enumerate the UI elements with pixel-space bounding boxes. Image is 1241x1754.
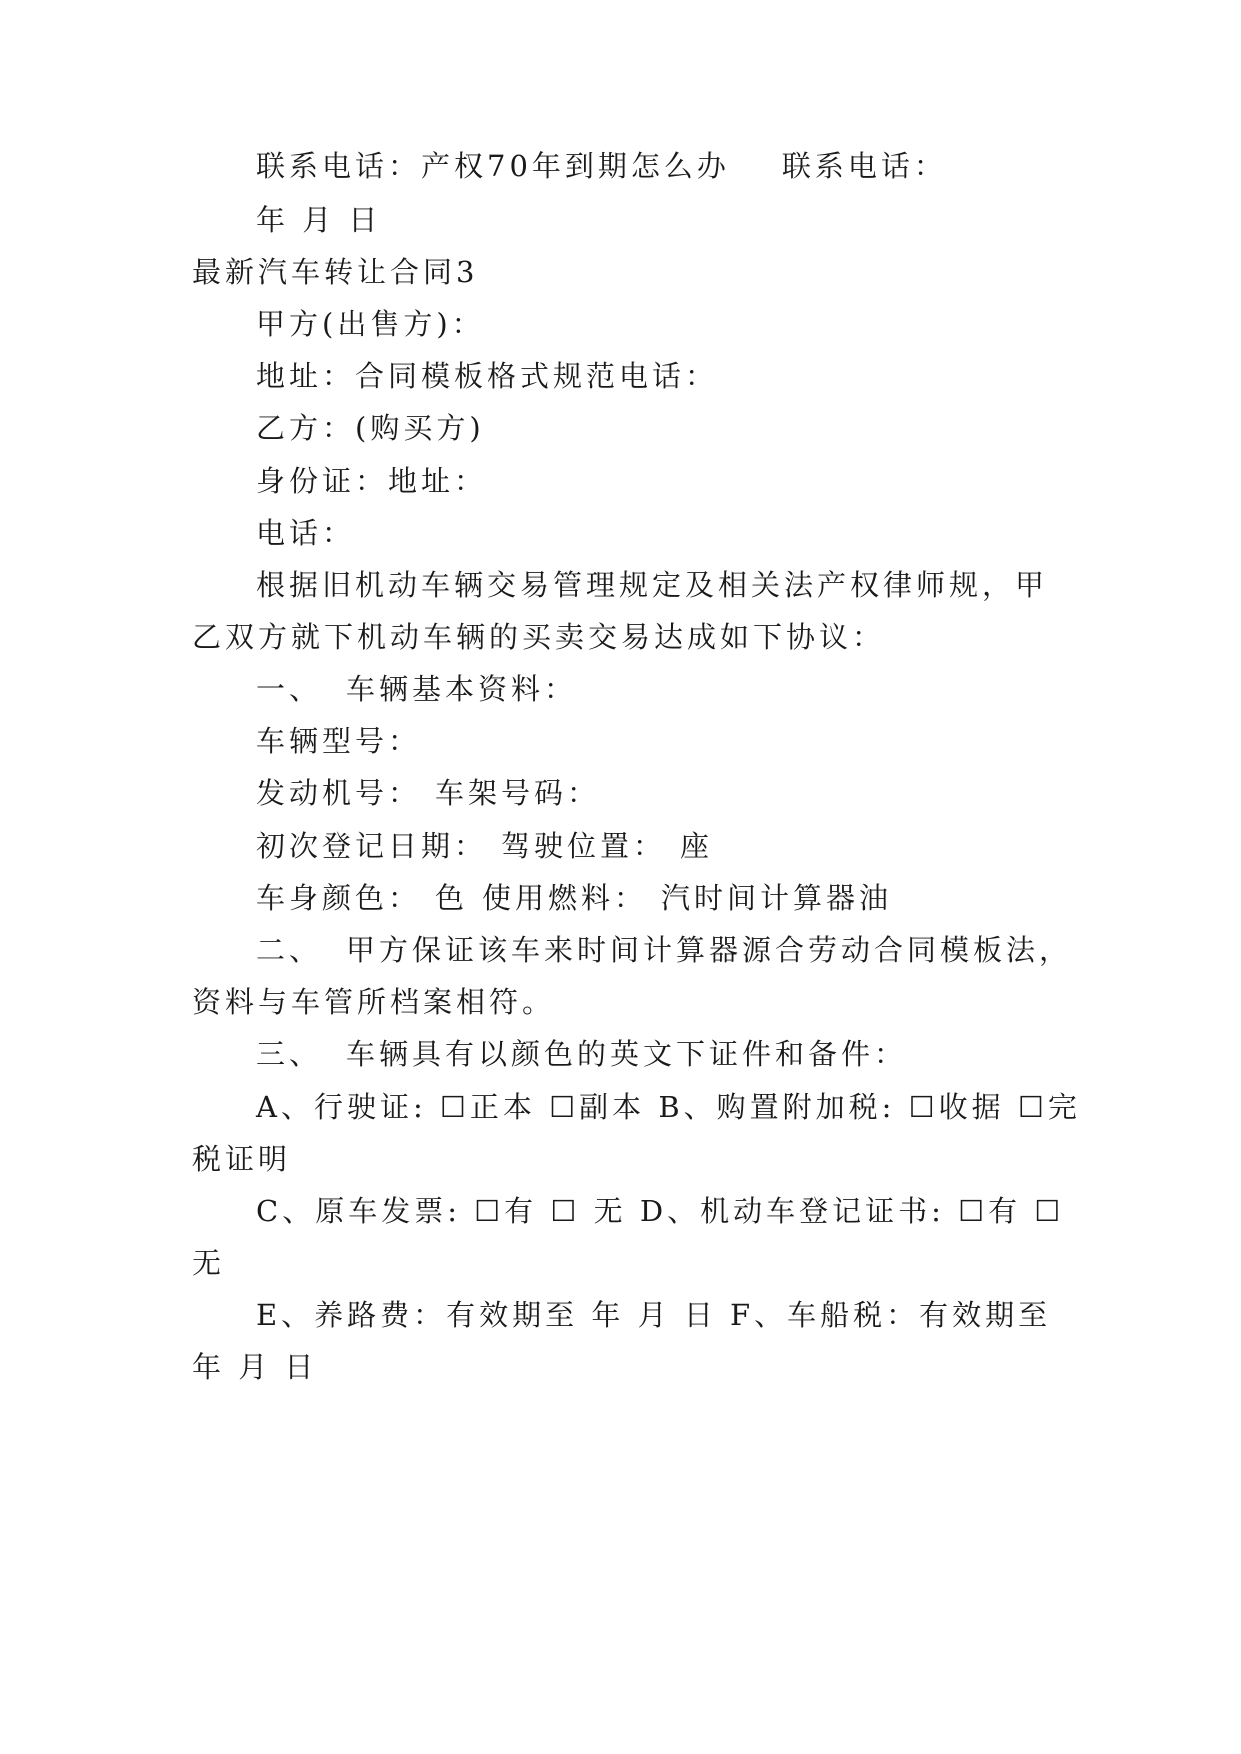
paragraph-line: 无 [192, 1246, 226, 1280]
party-b-line: 乙方：(购买方) [256, 411, 485, 445]
body-color-label: 车身颜色： [256, 881, 422, 915]
phone-line: 电话： [256, 516, 356, 550]
clause-text: 车辆具有以颜色的英文下证件和备件： [346, 1037, 908, 1071]
frame-no-label: 车架号码： [435, 776, 601, 810]
engine-frame-line [256, 773, 1126, 813]
clause-text: 甲方保证该车来时间计算器源合劳动合同模板法， [346, 933, 1073, 967]
paragraph-line: 根据旧机动车辆交易管理规定及相关法产权律师规，甲 [256, 568, 1049, 602]
paragraph-line: 税证明 [192, 1142, 292, 1176]
paragraph-line: 资料与车管所档案相符。 [192, 985, 556, 1019]
color-unit: 色 [435, 881, 469, 915]
clause-two-line [256, 930, 1126, 970]
seat-unit: 座 [680, 829, 714, 863]
seat-position-label: 驾驶位置： [501, 829, 667, 863]
id-address-line: 身份证：地址： [256, 464, 488, 498]
fuel-value: 汽时间计算器油 [661, 881, 893, 915]
register-date-line [256, 826, 1126, 866]
clause-number: 二、 [256, 933, 323, 967]
engine-no-label: 发动机号： [256, 776, 422, 810]
clause-number: 一、 [256, 672, 323, 706]
clause-text: 车辆基本资料： [346, 672, 578, 706]
documents-line-a: A、行驶证: ☐正本 ☐副本 B、购置附加税: ☐收据 ☐完 [256, 1090, 1081, 1124]
fuel-label: 使用燃料： [482, 881, 648, 915]
paragraph-line: 乙双方就下机动车辆的买卖交易达成如下协议： [192, 620, 886, 654]
date-line: 年 月 日 [256, 203, 382, 237]
documents-line-c: C、原车发票: ☐有 ☐ 无 D、机动车登记证书: ☐有 ☐ [256, 1194, 1065, 1228]
clause-one-heading [256, 669, 1126, 709]
fees-line: E、养路费：有效期至 年 月 日 F、车船税：有效期至 [256, 1298, 1052, 1332]
clause-three-line [256, 1034, 1126, 1074]
color-fuel-line [256, 878, 1126, 918]
contact-phone-b: 联系电话： [781, 149, 947, 183]
address-phone-line: 地址：合同模板格式规范电话： [256, 359, 719, 393]
register-date-label: 初次登记日期： [256, 829, 488, 863]
vehicle-model-line: 车辆型号： [256, 724, 422, 758]
date-line: 年 月 日 [192, 1350, 318, 1384]
contact-phone-a: 联系电话：产权70年到期怎么办 [256, 149, 730, 183]
contact-phone-line [256, 146, 1126, 186]
section-title: 最新汽车转让合同3 [192, 255, 479, 289]
clause-number: 三、 [256, 1037, 323, 1071]
party-a-line: 甲方(出售方)： [256, 307, 485, 341]
